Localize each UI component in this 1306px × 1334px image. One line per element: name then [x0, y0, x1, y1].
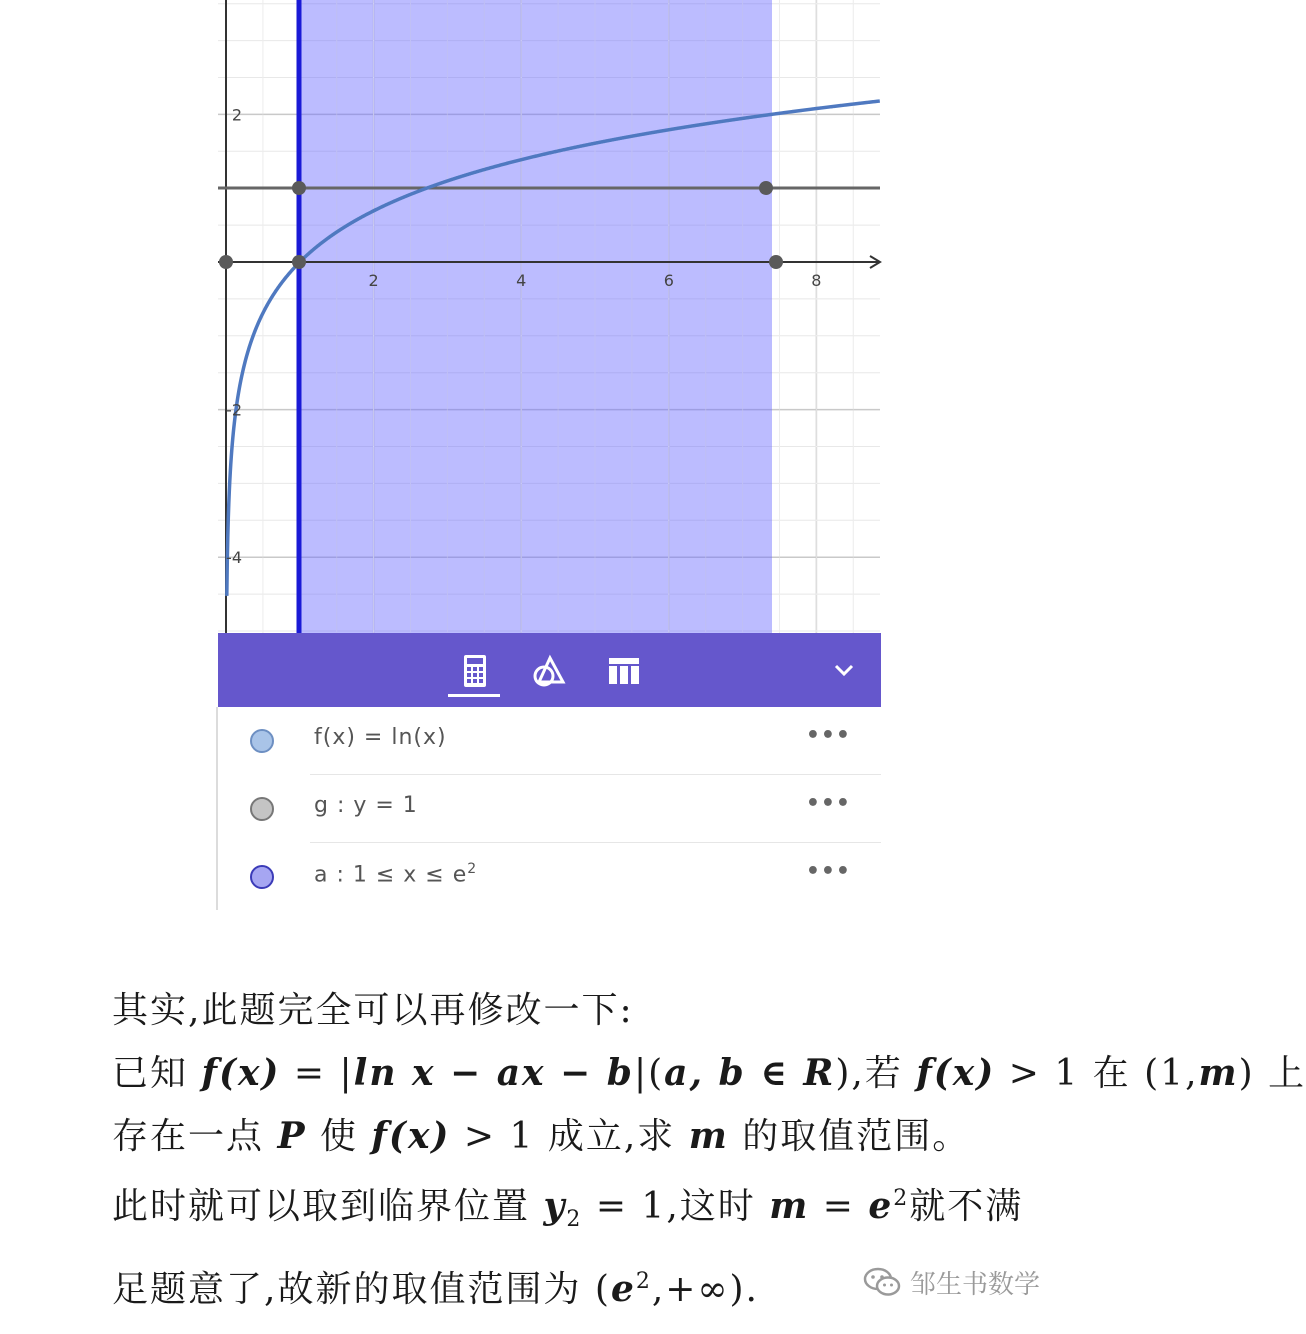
- text: 存在一点: [112, 1116, 278, 1157]
- active-tab-indicator: [448, 694, 500, 697]
- more-menu-icon[interactable]: •••: [805, 723, 851, 748]
- article-line-2: [112, 1042, 1306, 1105]
- text: 就不满: [909, 1186, 1024, 1227]
- shaded-region-a: [299, 0, 772, 633]
- math: e: [610, 1268, 636, 1311]
- algebra-expression-g[interactable]: g : y = 1: [314, 793, 418, 818]
- text: =: [809, 1186, 869, 1227]
- wechat-icon: [862, 1265, 902, 1299]
- point-axis-left[interactable]: [219, 255, 233, 269]
- math: a, b ∈ R: [664, 1052, 836, 1094]
- y-tick-label: 2: [231, 105, 242, 125]
- point-1-0[interactable]: [292, 255, 306, 269]
- calculator-icon[interactable]: [456, 652, 494, 690]
- text: = 1,这时: [582, 1186, 770, 1227]
- text: ),若: [835, 1053, 917, 1094]
- x-tick-label: 2: [368, 271, 379, 290]
- math: m: [688, 1115, 729, 1157]
- subscript: 2: [566, 1207, 583, 1233]
- text: ,+∞).: [651, 1269, 759, 1311]
- text: 此时就可以取到临界位置: [112, 1186, 544, 1227]
- text: 使: [306, 1116, 372, 1157]
- article-line-4: [112, 1168, 1052, 1251]
- y-tick-label: -2: [226, 400, 242, 420]
- text: > 1 成立,求: [450, 1116, 689, 1157]
- algebra-expression-f[interactable]: f(x) = ln(x): [314, 725, 447, 750]
- text: 足题意了,故新的取值范围为 (: [112, 1269, 611, 1311]
- algebra-item-g[interactable]: [218, 775, 881, 843]
- math: f(x): [201, 1052, 281, 1094]
- text: |(: [633, 1053, 665, 1094]
- point-intersection-g-right[interactable]: [759, 181, 773, 195]
- text: ) 上: [1238, 1053, 1306, 1094]
- table-icon[interactable]: [605, 652, 643, 690]
- math: f(x): [916, 1052, 996, 1094]
- math: ln x − ax − b: [353, 1052, 634, 1094]
- y-tick-label: -4: [226, 548, 242, 568]
- text: > 1 在 (1,: [995, 1053, 1199, 1094]
- article-line-3: [112, 1105, 1052, 1168]
- watermark-text: 邹生书数学: [910, 1269, 1041, 1300]
- algebra-expression-a[interactable]: [314, 861, 477, 887]
- more-menu-icon[interactable]: •••: [805, 859, 851, 884]
- x-tick-label: 6: [663, 271, 674, 290]
- math: f(x): [371, 1115, 451, 1157]
- text: 已知: [112, 1053, 202, 1094]
- math: e: [868, 1185, 894, 1227]
- article-line-1: 其实,此题完全可以再修改一下:: [112, 990, 634, 1031]
- visibility-toggle-g[interactable]: [250, 797, 274, 821]
- point-intersection-g-left[interactable]: [292, 181, 306, 195]
- superscript: 2: [635, 1269, 652, 1295]
- x-tick-label: 4: [516, 271, 527, 290]
- text: = |: [280, 1053, 354, 1094]
- point-e2-0[interactable]: [769, 255, 783, 269]
- wechat-watermark: [862, 1262, 1040, 1302]
- superscript: 2: [893, 1186, 910, 1211]
- geometry-icon[interactable]: [530, 652, 568, 690]
- x-tick-label: 8: [811, 271, 822, 290]
- visibility-toggle-a[interactable]: [250, 865, 274, 889]
- visibility-toggle-f[interactable]: [250, 729, 274, 753]
- more-menu-icon[interactable]: •••: [805, 791, 851, 816]
- algebra-item-a[interactable]: [218, 843, 881, 911]
- math: m: [1198, 1052, 1239, 1094]
- math: m: [769, 1185, 810, 1227]
- text: 的取值范围。: [728, 1116, 971, 1157]
- expression-text: a : 1 ≤ x ≤ e: [314, 862, 468, 888]
- math: P: [277, 1115, 307, 1157]
- exponent: 2: [467, 861, 478, 877]
- algebra-item-f[interactable]: [218, 707, 881, 775]
- chevron-down-icon[interactable]: [825, 651, 863, 689]
- math: y: [543, 1185, 567, 1227]
